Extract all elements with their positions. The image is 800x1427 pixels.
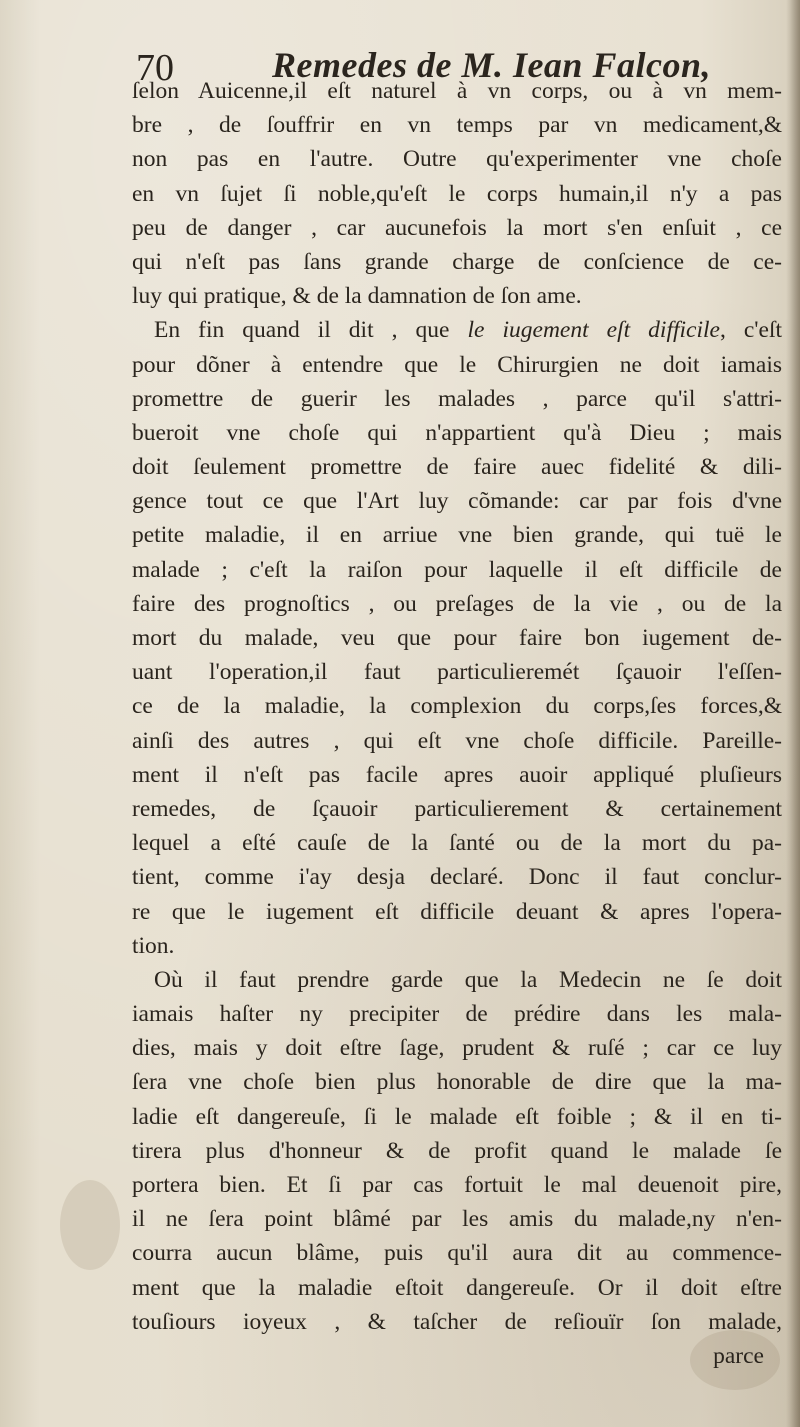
text-line: ainſi des autres , qui eſt vne choſe difficile. Pareille- [132, 727, 782, 754]
text-line: touſiours ioyeux , & taſcher de reſiouïr ſon malade, [132, 1308, 782, 1335]
text-line: iamais haſter ny precipiter de prédire dans les mala- [132, 1001, 782, 1028]
running-title: Remedes de M. Iean Falcon, [272, 45, 711, 85]
text-line: pour dõner à entendre que le Chirurgien ne doit iamais [132, 351, 782, 378]
page-edge-shadow [786, 0, 800, 1427]
text-line: gence tout ce que l'Art luy cõmande: car par fois d'vne [132, 488, 782, 515]
text-line: doit ſeulement promettre de faire auec fidelité & dili- [132, 454, 782, 481]
text-line: bueroit vne choſe qui n'appartient qu'à Dieu ; mais [132, 419, 782, 446]
text-line: malade ; c'eſt la raiſon pour laquelle il eſt difficile de [132, 556, 782, 583]
text-line: ſera vne choſe bien plus honorable de dire que la ma- [132, 1069, 782, 1096]
text-line: faire des prognoſtics , ou preſages de la vie , ou de la [132, 590, 782, 617]
catchword: parce [713, 1342, 764, 1369]
text-segment: En fin quand il dit , que [154, 317, 450, 344]
text-line: lequel a eſté cauſe de la ſanté ou de la mort du pa- [132, 830, 782, 857]
text-segment: , c'eſt [719, 317, 782, 344]
quoted-phrase: le iugement eſt difficile [467, 317, 720, 344]
text-line: mort du malade, veu que pour faire bon iugement de- [132, 625, 782, 651]
text-line: non pas en l'autre. Outre qu'experimenter vne choſe [132, 146, 782, 173]
text-line: luy qui pratique, & de la damnation de ſon ame. [132, 283, 582, 310]
text-line: petite maladie, il en arriue vne bien grande, qui tuë le [132, 522, 782, 549]
text-line: il ne ſera point blâmé par les amis du malade,ny n'en- [132, 1206, 782, 1233]
text-line: ladie eſt dangereuſe, ſi le malade eſt foible ; & il en ti- [132, 1103, 782, 1130]
text-line: promettre de guerir les malades , parce qu'il s'attri- [132, 385, 782, 412]
text-line: uant l'operation,il faut particulieremét ſçauoir l'eſſen- [132, 659, 782, 686]
text-line: courra aucun blâme, puis qu'il aura dit au commence- [132, 1240, 782, 1267]
text-line: bre , de ſouffrir en vn temps par vn medicament,& [132, 112, 782, 139]
text-line: ment que la maladie eſtoit dangereuſe. Or il doit eſtre [132, 1274, 782, 1301]
text-line: remedes, de ſçauoir particulierement & certainement [132, 795, 782, 822]
text-line: tion. [132, 932, 175, 959]
text-line: en vn ſujet ſi noble,qu'eſt le corps humain,il n'y a pas [132, 180, 782, 207]
paragraph-start-line: Où il faut prendre garde que la Medecin ne ſe doit [154, 966, 782, 993]
text-line: peu de danger , car aucunefois la mort s'en enſuit , ce [132, 214, 782, 241]
page-number: 70 [136, 47, 174, 89]
text-line: portera bien. Et ſi par cas fortuit le mal deuenoit pire, [132, 1172, 782, 1198]
text-line: dies, mais y doit eſtre ſage, prudent & ruſé ; car ce luy [132, 1035, 782, 1062]
body-text [132, 74, 782, 1373]
paper-stain [60, 1180, 120, 1270]
text-line: re que le iugement eſt difficile deuant & apres l'opera- [132, 898, 782, 925]
text-line: ment il n'eſt pas facile apres auoir appliqué pluſieurs [132, 761, 782, 788]
text-line: qui n'eſt pas ſans grande charge de conſcience de ce- [132, 248, 782, 275]
paragraph-start-line [132, 313, 782, 347]
text-line: tirera plus d'honneur & de profit quand le malade ſe [132, 1137, 782, 1164]
text-line: tient, comme i'ay desja declaré. Donc il faut conclur- [132, 864, 782, 891]
text-line: ce de la maladie, la complexion du corps,ſes forces,& [132, 693, 782, 720]
text-line: ſelon Auicenne,il eſt naturel à vn corps, ou à vn mem- [132, 78, 782, 104]
